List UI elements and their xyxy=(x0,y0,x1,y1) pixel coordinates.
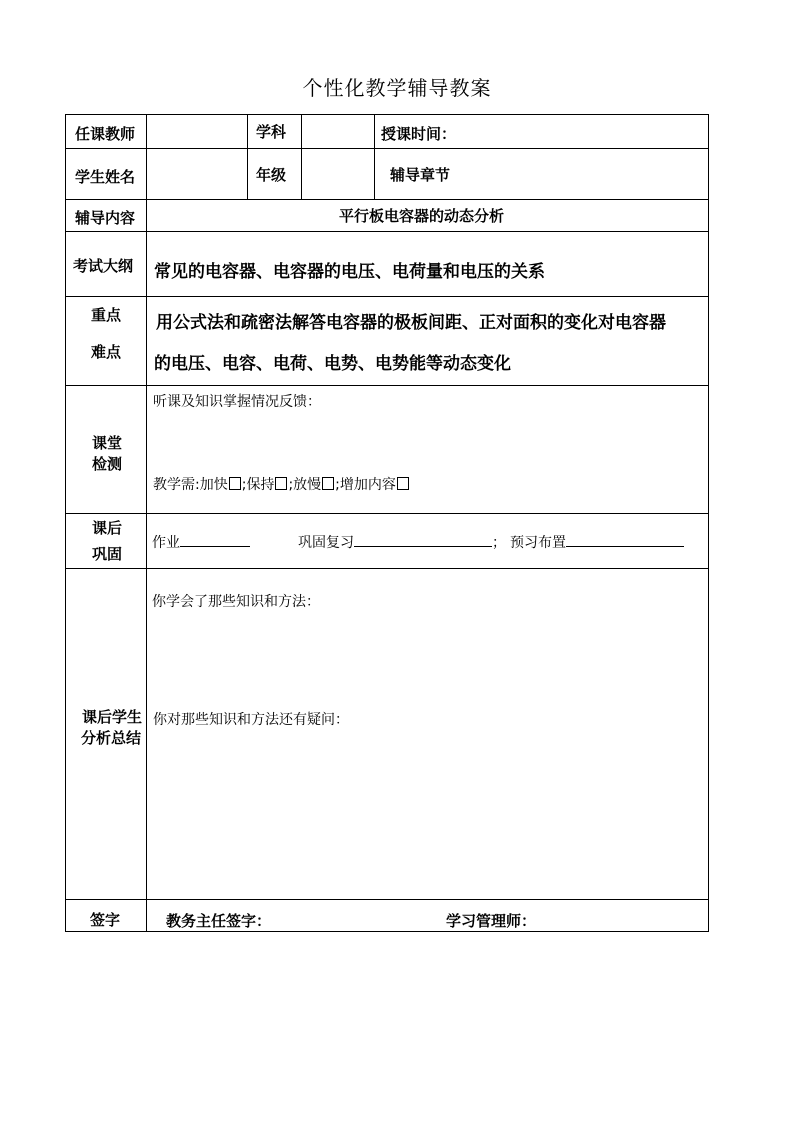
row-divider xyxy=(66,899,708,900)
manager-signature-label: 学习管理师： xyxy=(446,912,537,930)
lesson-plan-table xyxy=(65,114,709,932)
row-divider xyxy=(66,385,708,386)
preview-label: 预习布置 xyxy=(510,535,566,551)
semicolon: ； xyxy=(492,535,506,551)
director-signature-label: 教务主任签字： xyxy=(166,912,272,930)
after-class-label-1: 课后 xyxy=(92,519,123,537)
signature-label: 签字 xyxy=(90,911,121,929)
content-value: 平行板电容器的动态分析 xyxy=(339,207,505,225)
difficulty-label: 难点 xyxy=(91,343,122,361)
preview-blank[interactable] xyxy=(566,532,684,547)
classroom-check-label-1: 课堂 xyxy=(92,434,123,452)
option-slower: 放慢 xyxy=(293,477,322,493)
exam-outline-value: 常见的电容器、电容器的电压、电荷量和电压的关系 xyxy=(154,262,545,282)
review-blank[interactable] xyxy=(354,532,492,547)
option-keep: 保持 xyxy=(246,477,275,493)
option-more-content: 增加内容 xyxy=(339,477,396,493)
grade-field[interactable] xyxy=(303,150,372,198)
student-name-field[interactable] xyxy=(148,150,245,198)
after-class-fields xyxy=(152,532,684,552)
key-points-label: 重点 xyxy=(91,306,122,324)
more-content-checkbox[interactable] xyxy=(397,477,409,490)
column-divider xyxy=(374,115,375,199)
column-divider xyxy=(146,115,147,931)
faster-checkbox[interactable] xyxy=(229,477,241,490)
separator: ; xyxy=(335,477,340,493)
review-label: 巩固复习 xyxy=(298,535,354,551)
row-divider xyxy=(66,148,708,149)
subject-label: 学科 xyxy=(256,123,287,141)
row-divider xyxy=(66,231,708,232)
teaching-needs-label: 教学需: xyxy=(153,477,200,493)
separator: ; xyxy=(288,477,294,493)
column-divider xyxy=(247,115,248,199)
column-divider xyxy=(301,115,302,199)
after-class-label-2: 巩固 xyxy=(92,545,123,563)
row-divider xyxy=(66,199,708,200)
student-name-label: 学生姓名 xyxy=(75,168,136,186)
exam-outline-label: 考试大纲 xyxy=(73,257,134,275)
subject-field[interactable] xyxy=(303,117,372,147)
row-divider xyxy=(66,296,708,297)
chapter-label: 辅导章节 xyxy=(390,166,451,184)
teacher-label: 任课教师 xyxy=(75,125,136,143)
page-title: 个性化教学辅导教案 xyxy=(302,76,492,100)
teacher-field[interactable] xyxy=(148,117,245,147)
feedback-label: 听课及知识掌握情况反馈： xyxy=(153,394,321,410)
summary-label-1: 课后学生 xyxy=(82,708,143,726)
separator: ; xyxy=(241,477,247,493)
slower-checkbox[interactable] xyxy=(322,477,334,490)
teaching-needs xyxy=(153,474,410,494)
key-points-line1: 用公式法和疏密法解答电容器的极板间距、正对面积的变化对电容器 xyxy=(156,313,666,333)
row-divider xyxy=(66,513,708,514)
classroom-check-label-2: 检测 xyxy=(92,455,123,473)
content-label: 辅导内容 xyxy=(75,209,136,227)
questions-prompt: 你对那些知识和方法还有疑问： xyxy=(153,712,349,728)
class-time-label: 授课时间： xyxy=(381,125,457,143)
summary-label-2: 分析总结 xyxy=(81,729,142,747)
key-points-line2: 的电压、电容、电荷、电势、电势能等动态变化 xyxy=(154,354,511,374)
keep-checkbox[interactable] xyxy=(275,477,287,490)
learned-prompt: 你学会了那些知识和方法： xyxy=(152,594,320,610)
option-faster: 加快 xyxy=(199,477,228,493)
row-divider xyxy=(66,568,708,569)
homework-label: 作业 xyxy=(152,535,180,551)
homework-blank[interactable] xyxy=(180,532,250,547)
grade-label: 年级 xyxy=(256,166,287,184)
